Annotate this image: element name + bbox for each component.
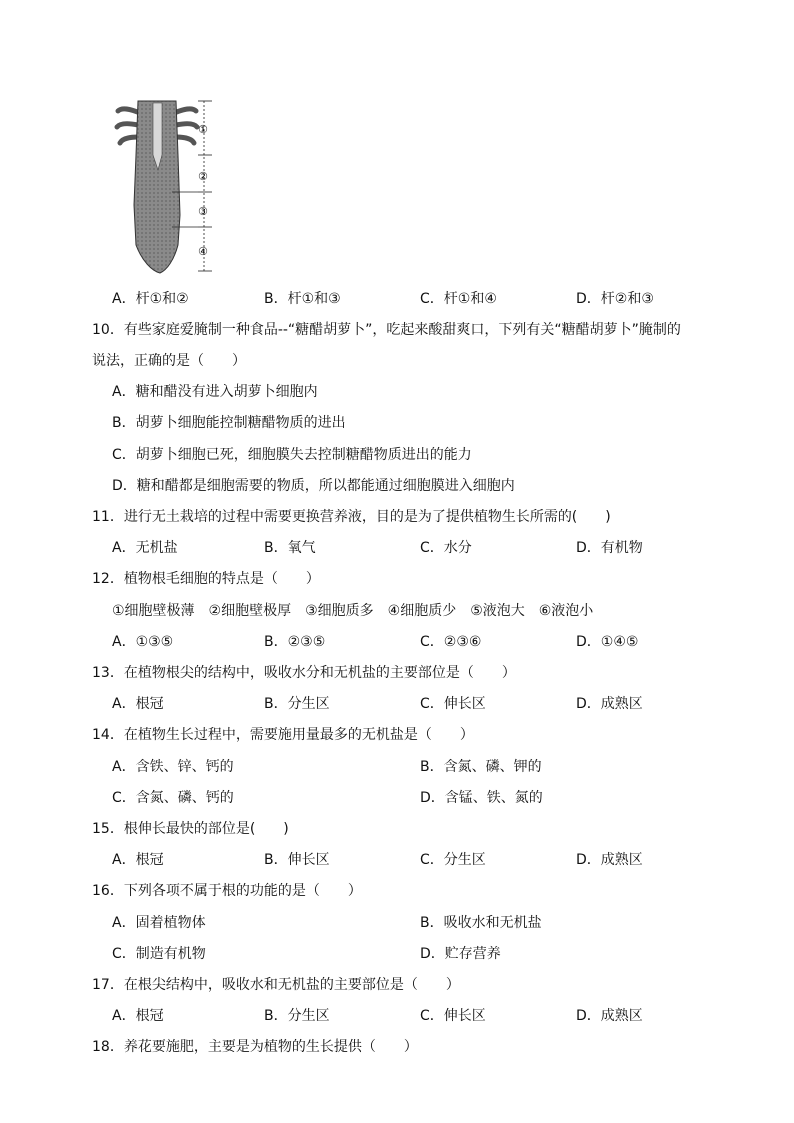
q17-option-b: B．分生区 (264, 1008, 330, 1024)
q10-stem-line2: 说法，正确的是（ ） (92, 353, 246, 369)
q17-option-d: D．成熟区 (576, 1008, 643, 1024)
q11-option-b: B．氧气 (264, 540, 316, 556)
q13-option-b: B．分生区 (264, 696, 330, 712)
q16-option-b: B．吸收水和无机盐 (420, 915, 542, 931)
q14-option-b: B．含氮、磷、钾的 (420, 759, 542, 775)
q14-option-d: D．含锰、铁、氮的 (420, 790, 543, 806)
q15-option-b: B．伸长区 (264, 852, 330, 868)
q14-stem: 14．在植物生长过程中，需要施用量最多的无机盐是（ ） (92, 727, 474, 743)
q13-option-c: C．伸长区 (420, 696, 486, 712)
q9-option-c: C．杆①和④ (420, 291, 497, 307)
q12-option-a: A．①③⑤ (112, 634, 174, 650)
q10-option-c: C．胡萝卜细胞已死，细胞膜失去控制糖醋物质进出的能力 (112, 447, 472, 463)
q10-option-b: B．胡萝卜细胞能控制糖醋物质的进出 (112, 415, 346, 431)
q9-option-d: D．杆②和③ (576, 291, 654, 307)
q14-option-c: C．含氮、磷、钙的 (112, 790, 234, 806)
q11-option-c: C．水分 (420, 540, 472, 556)
q13-stem: 13．在植物根尖的结构中，吸收水分和无机盐的主要部位是（ ） (92, 665, 516, 681)
q10-option-a: A．糖和醋没有进入胡萝卜细胞内 (112, 384, 318, 400)
q9-option-b: B．杆①和③ (264, 291, 341, 307)
label-4: ④ (198, 245, 208, 258)
q11-option-d: D．有机物 (576, 540, 643, 556)
q16-stem: 16．下列各项不属于根的功能的是（ ） (92, 883, 362, 899)
q11-option-a: A．无机盐 (112, 540, 178, 556)
q15-option-c: C．分生区 (420, 852, 486, 868)
label-3: ③ (198, 205, 208, 218)
label-2: ② (198, 170, 208, 183)
q13-option-a: A．根冠 (112, 696, 164, 712)
q12-option-d: D．①④⑤ (576, 634, 639, 650)
q15-option-d: D．成熟区 (576, 852, 643, 868)
q15-option-a: A．根冠 (112, 852, 164, 868)
q10-stem-line1: 10．有些家庭爱腌制一种食品--“糖醋胡萝卜”，吃起来酸甜爽口，下列有关“糖醋胡萝卜”腌制的 (92, 322, 681, 338)
q12-stem: 12．植物根毛细胞的特点是（ ） (92, 571, 320, 587)
q10-option-d: D．糖和醋都是细胞需要的物质，所以都能通过细胞膜进入细胞内 (112, 478, 515, 494)
label-1: ① (198, 123, 208, 136)
q14-option-a: A．含铁、锌、钙的 (112, 759, 234, 775)
q16-option-d: D．贮存营养 (420, 946, 501, 962)
root-tip-figure (112, 95, 232, 275)
vascular-cylinder (153, 103, 162, 170)
q17-option-a: A．根冠 (112, 1008, 164, 1024)
q17-stem: 17．在根尖结构中，吸收水和无机盐的主要部位是（ ） (92, 977, 460, 993)
q12-option-c: C．②③⑥ (420, 634, 482, 650)
q17-option-c: C．伸长区 (420, 1008, 486, 1024)
q16-option-c: C．制造有机物 (112, 946, 206, 962)
q12-option-b: B．②③⑤ (264, 634, 326, 650)
q12-features: ①细胞壁极薄 ②细胞壁极厚 ③细胞质多 ④细胞质少 ⑤液泡大 ⑥液泡小 (112, 603, 594, 619)
q13-option-d: D．成熟区 (576, 696, 643, 712)
q18-stem: 18．养花要施肥，主要是为植物的生长提供（ ） (92, 1039, 418, 1055)
q11-stem: 11．进行无土栽培的过程中需要更换营养液，目的是为了提供植物生长所需的( ) (92, 509, 611, 525)
q16-option-a: A．固着植物体 (112, 915, 206, 931)
q15-stem: 15．根伸长最快的部位是( ) (92, 821, 289, 837)
q9-option-a: A．杆①和② (112, 291, 189, 307)
